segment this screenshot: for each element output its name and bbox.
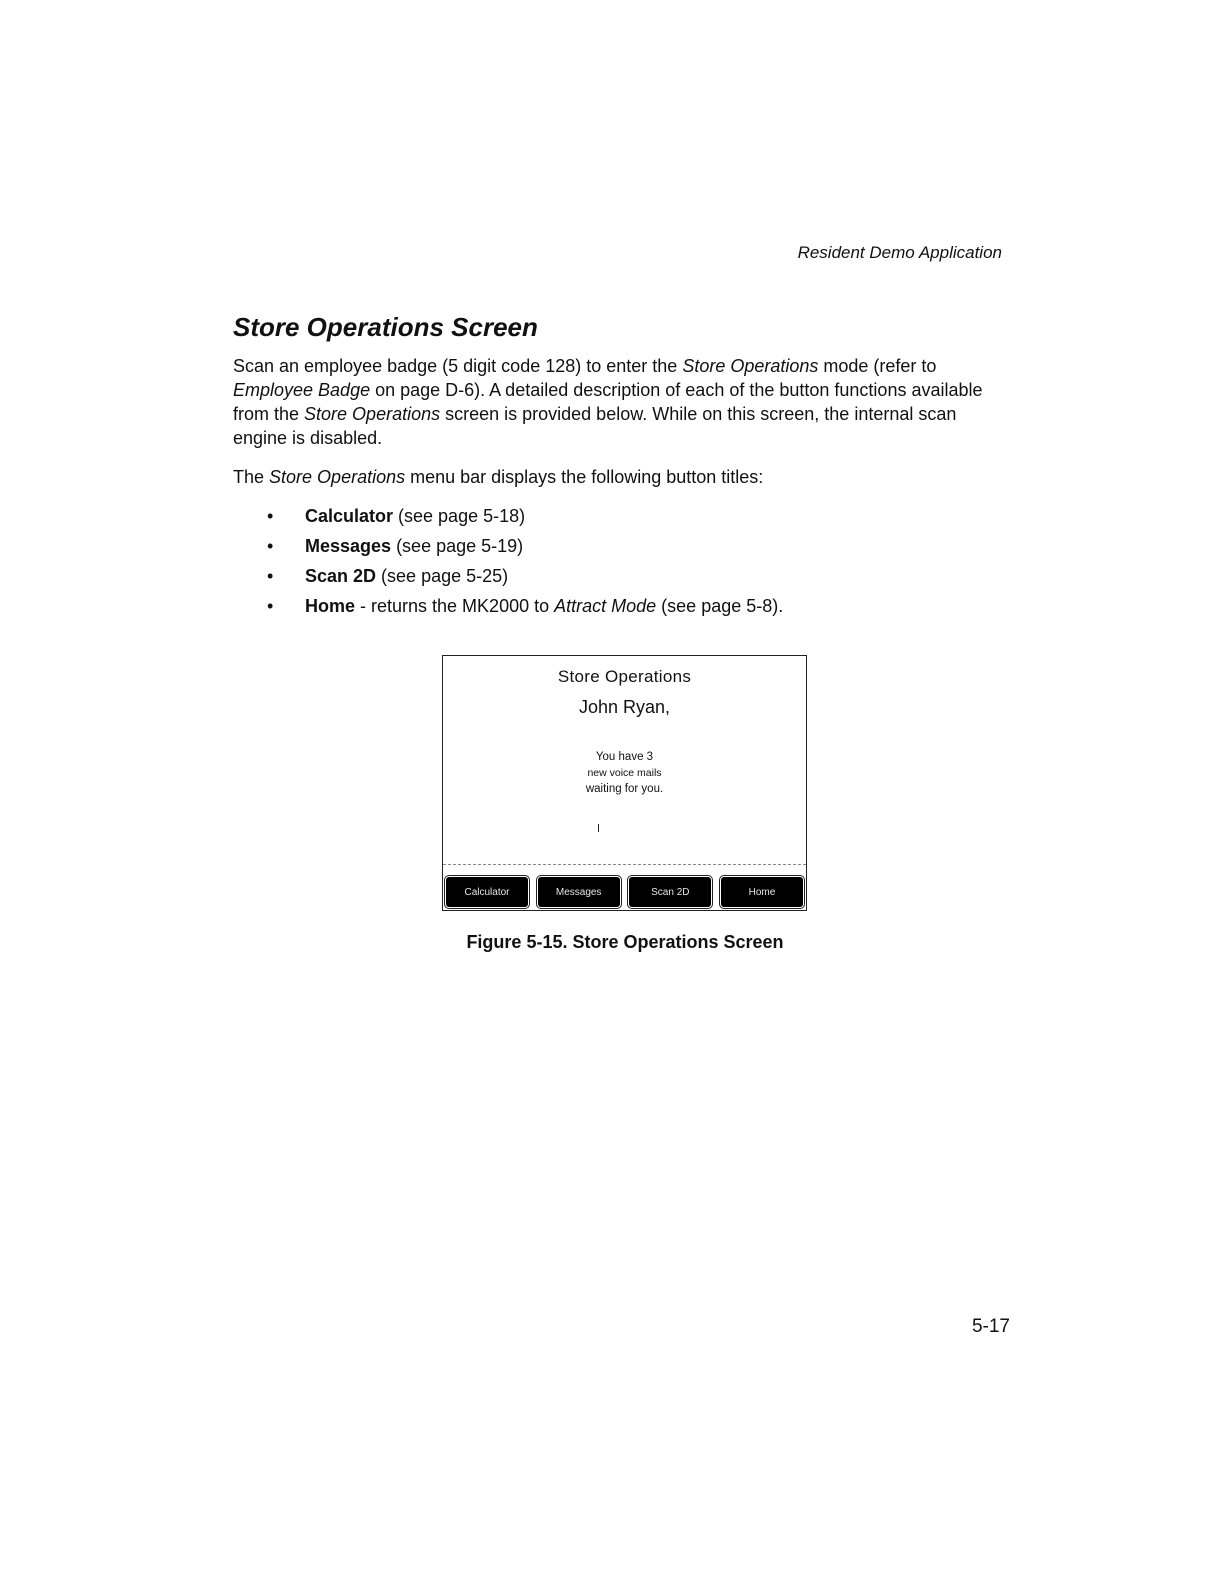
section-title: Store Operations Screen (233, 312, 538, 342)
list-item-term: Messages (305, 536, 392, 556)
user-greeting: John Ryan, (578, 697, 671, 717)
bullet-icon: • (267, 506, 274, 526)
list-item (258, 593, 783, 623)
intro-text-4: screen is provided below. While on this screen, the internal scan engine is disabled. (233, 404, 957, 448)
voicemail-message (443, 749, 806, 797)
list-item-term: Calculator (305, 506, 394, 526)
menu-bar (446, 877, 803, 907)
list-item-text: (see page 5-18) (393, 506, 526, 526)
menubar-lead-text-1: The (233, 467, 270, 487)
list-item-term: Scan 2D (305, 566, 377, 586)
scan-2d-button[interactable]: Scan 2D (629, 877, 711, 907)
calculator-button[interactable]: Calculator (446, 877, 528, 907)
store-operations-screen-figure (442, 655, 807, 911)
intro-emphasis-2: Employee Badge (233, 380, 371, 400)
page-number: 5-17 (971, 1316, 1010, 1337)
bullet-icon: • (267, 596, 274, 616)
home-button[interactable]: Home (721, 877, 803, 907)
running-header: Resident Demo Application (797, 243, 1002, 262)
list-item (258, 533, 783, 563)
figure-caption: Figure 5-15. Store Operations Screen (466, 932, 784, 952)
intro-emphasis-1: Store Operations (682, 356, 819, 376)
list-item (258, 563, 783, 593)
message-line: You have 3 (595, 751, 654, 763)
menubar-lead-emphasis: Store Operations (269, 467, 406, 487)
button-title-list (258, 503, 783, 623)
message-line: waiting for you. (585, 783, 664, 795)
bullet-icon: • (267, 536, 274, 556)
message-line: new voice mails (587, 767, 662, 779)
list-item (258, 503, 783, 533)
messages-button[interactable]: Messages (538, 877, 620, 907)
menu-bar-divider (443, 864, 806, 865)
list-item-text: (see page 5-19) (391, 536, 524, 556)
intro-text-2: mode (refer to (818, 356, 937, 376)
bullet-icon: • (267, 566, 274, 586)
intro-text-1: Scan an employee badge (5 digit code 128) to enter the (233, 356, 683, 376)
intro-emphasis-3: Store Operations (304, 404, 441, 424)
list-item-text: (see page 5-25) (376, 566, 509, 586)
list-item-emphasis: Attract Mode (554, 596, 657, 616)
menubar-lead-paragraph (233, 465, 1013, 489)
list-item-term: Home (305, 596, 356, 616)
list-item-tail: (see page 5-8). (656, 596, 784, 616)
text-cursor (598, 824, 599, 832)
menubar-lead-text-2: menu bar displays the following button titles: (405, 467, 764, 487)
intro-paragraph (233, 354, 1013, 450)
intro-text-3: on page D-6). A detailed description of each of the button functions available from the (233, 380, 983, 424)
list-item-text: - returns the MK2000 to (355, 596, 555, 616)
screen-title: Store Operations (557, 667, 692, 686)
